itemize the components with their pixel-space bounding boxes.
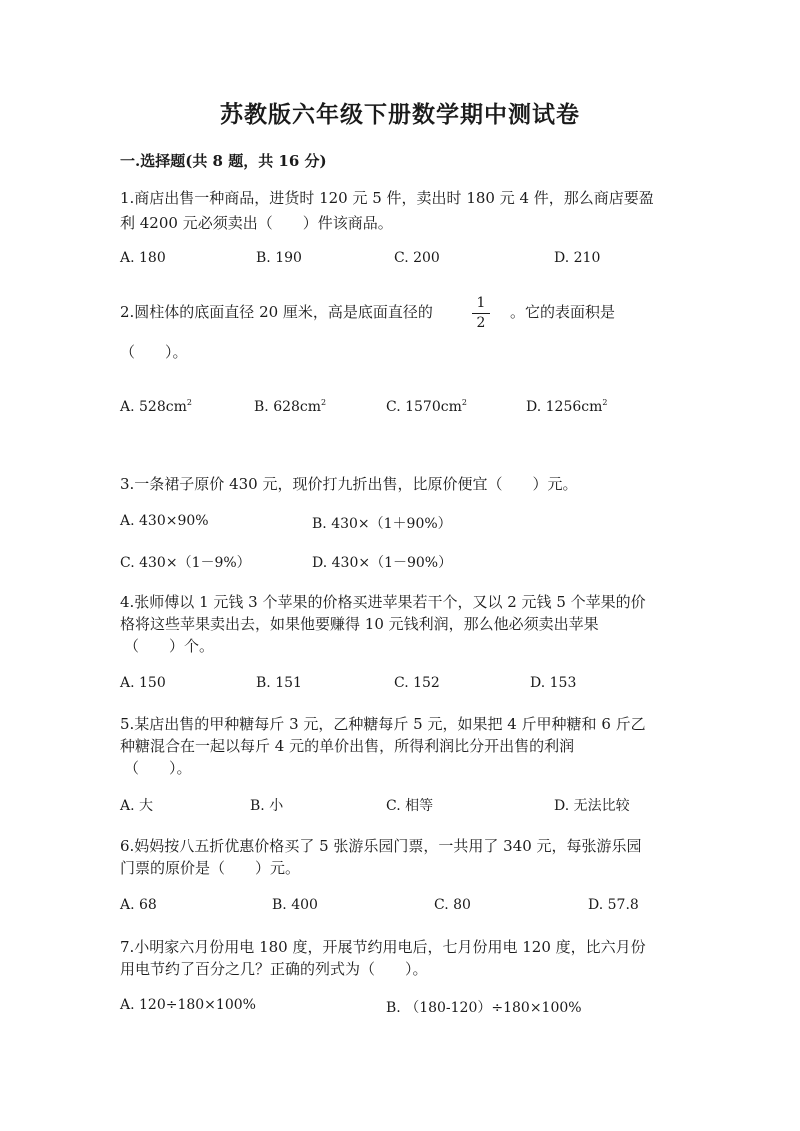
question-4-option-b: B. 151 [256,675,302,691]
question-2-line-1b: 。它的表面积是 [510,303,616,321]
question-3-option-b: B. 430×（1＋90%） [312,516,452,532]
fraction-denominator: 2 [476,315,486,331]
question-7-option-b: B. （180-120）÷180×100% [386,1000,582,1016]
question-1-line-1: 1.商店出售一种商品，进货时 120 元 5 件，卖出时 180 元 4 件，那么商店要盈 [120,189,654,207]
question-6-option-a: A. 68 [120,897,157,913]
question-1-option-b: B. 190 [256,250,302,266]
unit-superscript: 2 [461,398,467,407]
question-2-line-2: （ ）。 [120,343,188,361]
fraction-one-half [472,296,490,331]
question-4-line-3: （ ）个。 [124,637,215,655]
question-1-option-a: A. 180 [120,250,166,266]
question-5-option-a: A. 大 [120,798,154,814]
question-6-option-c: C. 80 [434,897,471,913]
question-6-line-1: 6.妈妈按八五折优惠价格买了 5 张游乐园门票，一共用了 340 元，每张游乐园 [120,837,642,855]
question-2-option-b-text: B. 628cm [254,399,322,415]
question-5-option-c: C. 相等 [386,798,434,814]
question-3-option-d: D. 430×（1－90%） [312,555,453,571]
question-4-line-1: 4.张师傅以 1 元钱 3 个苹果的价格买进苹果若干个，又以 2 元钱 5 个苹果的价 [120,593,646,611]
question-2-line-1a: 2.圆柱体的底面直径 20 厘米，高是底面直径的 [120,303,433,321]
exam-title: 苏教版六年级下册数学期中测试卷 [220,101,580,128]
question-1-option-d: D. 210 [554,250,601,266]
question-4-option-c: C. 152 [394,675,440,691]
question-2-option-c [386,398,467,415]
question-1-line-2: 利 4200 元必须卖出（ ）件该商品。 [120,214,393,232]
question-5-line-3: （ ）。 [124,759,192,777]
question-2-option-a [120,398,192,415]
unit-superscript: 2 [186,398,192,407]
section-heading: 一.选择题(共 8 题，共 16 分) [120,152,327,170]
question-5-option-d: D. 无法比较 [554,798,630,814]
question-1-option-c: C. 200 [394,250,440,266]
question-2-option-b [254,398,326,415]
question-7-line-2: 用电节约了百分之几？正确的列式为（ ）。 [120,960,428,978]
question-6-option-d: D. 57.8 [588,897,639,913]
question-3-option-c: C. 430×（1－9%） [120,555,251,571]
question-5-line-1: 5.某店出售的甲种糖每斤 3 元，乙种糖每斤 5 元，如果把 4 斤甲种糖和 6 斤乙 [120,715,646,733]
question-2-option-c-text: C. 1570cm [386,399,462,415]
fraction-bar [472,313,490,314]
question-2-option-a-text: A. 528cm [120,399,187,415]
question-7-line-1: 7.小明家六月份用电 180 度，开展节约用电后，七月份用电 120 度，比六月份 [120,938,646,956]
question-6-line-2: 门票的原价是（ ）元。 [120,859,301,877]
unit-superscript: 2 [602,398,608,407]
question-2-option-d-text: D. 1256cm [526,399,603,415]
question-6-option-b: B. 400 [272,897,318,913]
fraction-numerator: 1 [476,295,486,311]
question-3-option-a: A. 430×90% [120,513,209,529]
question-5-option-b: B. 小 [250,798,284,814]
question-5-line-2: 种糖混合在一起以每斤 4 元的单价出售，所得利润比分开出售的利润 [120,737,575,755]
unit-superscript: 2 [321,398,327,407]
question-4-line-2: 格将这些苹果卖出去，如果他要赚得 10 元钱利润，那么他必须卖出苹果 [120,615,599,633]
question-4-option-d: D. 153 [530,675,577,691]
question-7-option-a: A. 120÷180×100% [120,997,256,1013]
question-4-option-a: A. 150 [120,675,166,691]
question-2-option-d [526,398,607,415]
question-3-line-1: 3.一条裙子原价 430 元，现价打九折出售，比原价便宜（ ）元。 [120,475,578,493]
